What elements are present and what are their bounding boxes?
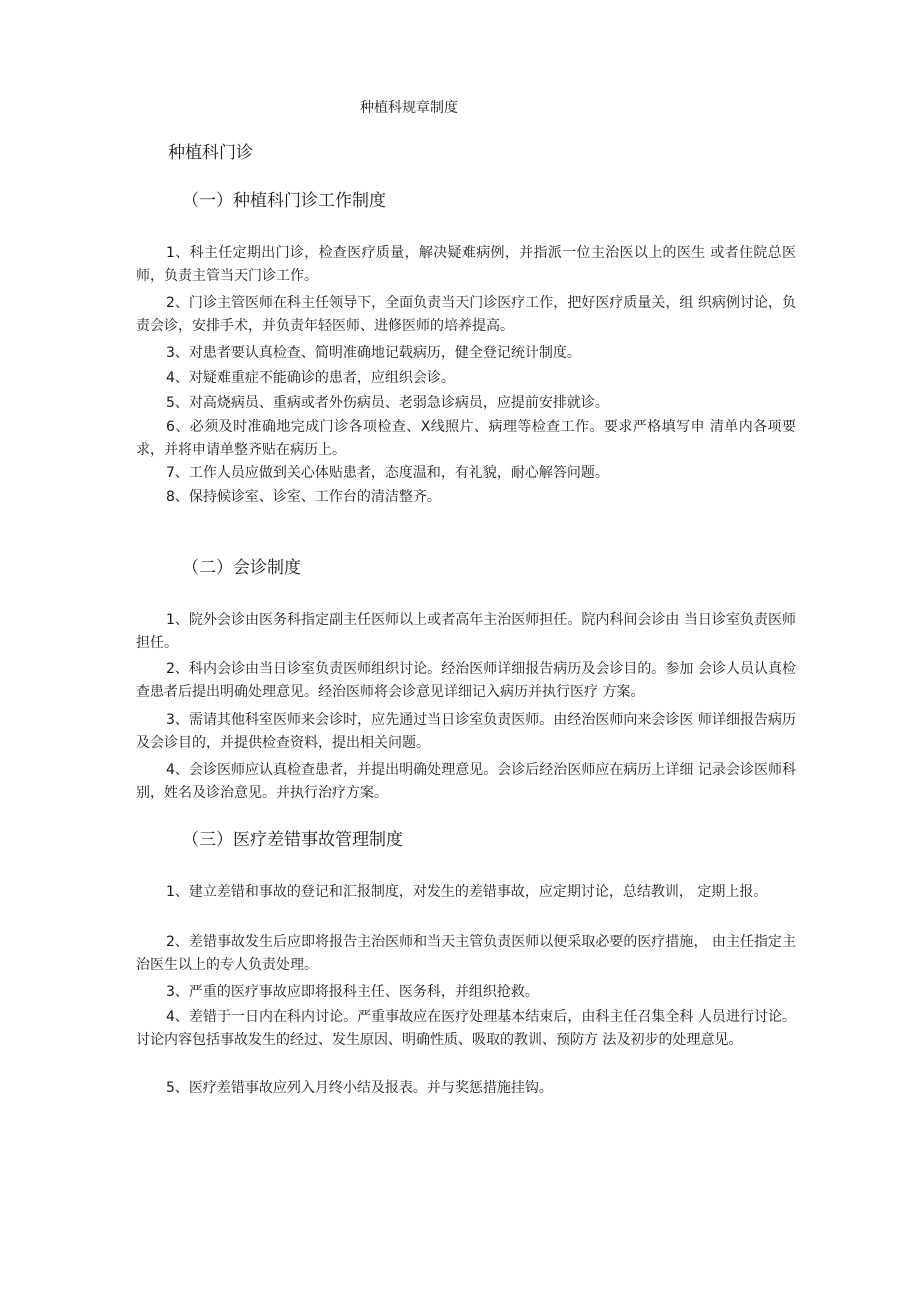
section3-item-5: 5、医疗差错事故应列入月终小结及报表。并与奖惩措施挂钩。 xyxy=(166,1080,553,1096)
section3-item-1: 1、建立差错和事故的登记和汇报制度，对发生的差错事故，应定期讨论，总结教训， 定期上报。 xyxy=(166,884,768,900)
section3-item-3: 3、严重的医疗事故应即将报科主任、医务科，并组织抢救。 xyxy=(166,984,539,1000)
section1-item-5: 5、对高烧病员、重病或者外伤病员、老弱急诊病员，应提前安排就诊。 xyxy=(166,395,609,411)
section-heading-consultation: （二）会诊制度 xyxy=(182,558,301,578)
section2-item-3: 3、需请其他科室医师来会诊时，应先通过当日诊室负责医师。由经治医师向来会诊医 师详细报告病历及会诊目的，并提供检查资料，提出相关问题。 xyxy=(136,712,796,751)
section2-item-2: 2、科内会诊由当日诊室负责医师组织讨论。经治医师详细报告病历及会诊目的。参加 会诊人员认真检查患者后提出明确处理意见。经治医师将会诊意见详细记入病历并执行医疗 方案。 xyxy=(136,661,796,700)
section1-item-8: 8、保持候诊室、诊室、工作台的清洁整齐。 xyxy=(166,489,441,505)
section1-item-2: 2、门诊主管医师在科主任领导下，全面负责当天门诊医疗工作，把好医疗质量关，组 织病例讨论，负责会诊，安排手术，并负责年轻医师、进修医师的培养提高。 xyxy=(136,295,796,334)
section1-item-7: 7、工作人员应做到关心体贴患者，态度温和，有礼貌，耐心解答问题。 xyxy=(166,465,609,481)
main-section-title: 种植科门诊 xyxy=(168,143,253,163)
section-heading-outpatient: （一）种植科门诊工作制度 xyxy=(182,191,386,211)
section3-item-4: 4、差错于一日内在科内讨论。严重事故应在医疗处理基本结束后，由科主任召集全科 人员进行讨论。讨论内容包括事故发生的经过、发生原因、明确性质、吸取的教训、预防方 法及初步的处理意见。 xyxy=(136,1009,796,1048)
section2-item-4: 4、会诊医师应认真检查患者，并提出明确处理意见。会诊后经治医师应在病历上详细 记录会诊医师科别，姓名及诊治意见。并执行治疗方案。 xyxy=(136,762,796,801)
section3-item-2: 2、差错事故发生后应即将报告主治医师和当天主管负责医师以便采取必要的医疗措施， 由主任指定主治医生以上的专人负责处理。 xyxy=(136,934,796,973)
section1-item-6: 6、必须及时准确地完成门诊各项检查、X线照片、病理等检查工作。要求严格填写申 清单内各项要求，并将申请单整齐贴在病历上。 xyxy=(136,419,796,458)
section1-item-3: 3、对患者要认真检查、简明准确地记载病历，健全登记统计制度。 xyxy=(166,345,581,361)
document-title: 种植科规章制度 xyxy=(360,100,458,116)
section-heading-error-management: （三）医疗差错事故管理制度 xyxy=(182,830,403,850)
section1-item-4: 4、对疑难重症不能确诊的患者，应组织会诊。 xyxy=(166,370,455,386)
section1-item-1: 1、科主任定期出门诊，检查医疗质量，解决疑难病例，并指派一位主治医以上的医生 或者住院总医师，负责主管当天门诊工作。 xyxy=(136,245,796,284)
section2-item-1: 1、院外会诊由医务科指定副主任医师以上或者高年主治医师担任。院内科间会诊由 当日诊室负责医师担任。 xyxy=(136,612,796,651)
